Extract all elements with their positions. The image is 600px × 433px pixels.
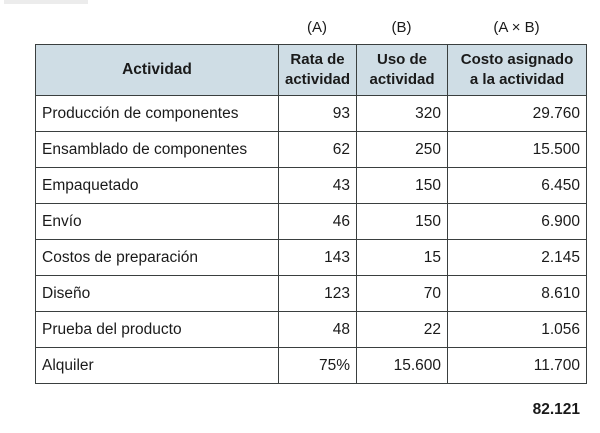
cell-actividad: Ensamblado de componentes: [36, 132, 279, 168]
header-actividad: [36, 45, 279, 96]
top-edge-artifact: [4, 0, 88, 4]
header-rata-line2: actividad: [285, 71, 351, 88]
cell-uso: 320: [357, 96, 448, 132]
cell-costo: 6.450: [448, 168, 587, 204]
cell-actividad: Empaquetado: [36, 168, 279, 204]
cell-uso: 22: [357, 312, 448, 348]
cell-actividad: Alquiler: [36, 348, 279, 384]
table-row: [36, 240, 587, 276]
cell-rata: 93: [279, 96, 357, 132]
cell-rata: 43: [279, 168, 357, 204]
header-uso-line1: Uso de: [376, 51, 427, 68]
cell-costo: 2.145: [448, 240, 587, 276]
cell-uso: 70: [357, 276, 448, 312]
cell-actividad: Producción de componentes: [36, 96, 279, 132]
table-row: [36, 348, 587, 384]
cell-costo: 8.610: [448, 276, 587, 312]
cell-actividad: Diseño: [36, 276, 279, 312]
header-rata-de-actividad: [279, 45, 357, 96]
cell-rata: 62: [279, 132, 357, 168]
cell-costo: 11.700: [448, 348, 587, 384]
cell-costo: 6.900: [448, 204, 587, 240]
cell-uso: 15: [357, 240, 448, 276]
total-cost: 82.121: [532, 401, 580, 418]
cell-uso: 150: [357, 204, 448, 240]
header-rata-line1: Rata de: [290, 51, 345, 68]
column-letter-labels: [0, 19, 600, 41]
cell-rata: 46: [279, 204, 357, 240]
header-actividad-label: Actividad: [122, 61, 192, 78]
cell-rata: 123: [279, 276, 357, 312]
cell-rata: 75%: [279, 348, 357, 384]
cell-costo: 15.500: [448, 132, 587, 168]
header-uso-line2: actividad: [369, 71, 435, 88]
cell-actividad: Envío: [36, 204, 279, 240]
table-row: [36, 204, 587, 240]
table-row: [36, 312, 587, 348]
cell-rata: 143: [279, 240, 357, 276]
header-uso-de-actividad: [357, 45, 448, 96]
cell-costo: 1.056: [448, 312, 587, 348]
header-costo-asignado: [448, 45, 587, 96]
activity-cost-table: [35, 44, 587, 384]
table-header-row: [36, 45, 587, 96]
table-row: [36, 96, 587, 132]
column-letter-b: (B): [391, 19, 412, 36]
table-row: [36, 276, 587, 312]
table-row: [36, 132, 587, 168]
column-letter-axb: (A × B): [493, 19, 540, 36]
cell-uso: 250: [357, 132, 448, 168]
column-letter-a: (A): [307, 19, 327, 36]
cell-uso: 15.600: [357, 348, 448, 384]
cell-actividad: Costos de preparación: [36, 240, 279, 276]
cell-uso: 150: [357, 168, 448, 204]
header-costo-line2: a la actividad: [469, 71, 565, 88]
cell-rata: 48: [279, 312, 357, 348]
table-row: [36, 168, 587, 204]
cell-actividad: Prueba del producto: [36, 312, 279, 348]
cell-costo: 29.760: [448, 96, 587, 132]
header-costo-line1: Costo asignado: [460, 51, 574, 68]
